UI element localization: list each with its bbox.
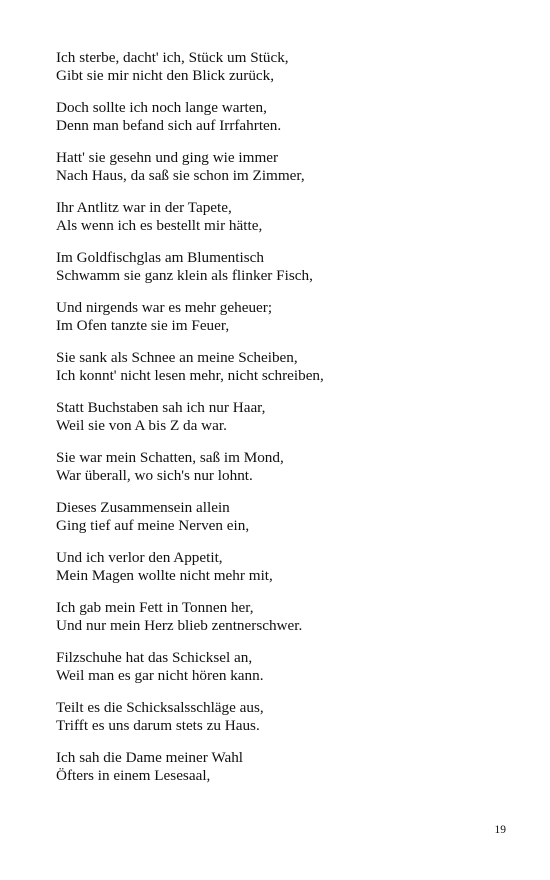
verse-line: Nach Haus, da saß sie schon im Zimmer, [56, 166, 305, 184]
verse-line: Ihr Antlitz war in der Tapete, [56, 199, 232, 216]
stanza [56, 99, 496, 134]
verse-line: Als wenn ich es bestellt mir hätte, [56, 216, 263, 234]
verse-line: Sie sank als Schnee an meine Scheiben, [56, 349, 298, 366]
verse-line: Ich konnt' nicht lesen mehr, nicht schreiben, [56, 366, 324, 384]
verse-line: Dieses Zusammensein allein [56, 499, 230, 516]
verse-line: Im Goldfischglas am Blumentisch [56, 249, 264, 266]
stanza [56, 549, 496, 584]
verse-line: Weil sie von A bis Z da war. [56, 416, 227, 434]
stanza [56, 199, 496, 234]
stanza [56, 699, 496, 734]
verse-line: Hatt' sie gesehn und ging wie immer [56, 149, 279, 166]
verse-line: War überall, wo sich's nur lohnt. [56, 466, 253, 484]
verse-line: Ich gab mein Fett in Tonnen her, [56, 599, 254, 616]
stanza [56, 599, 496, 634]
verse-line: Und nirgends war es mehr geheuer; [56, 299, 273, 316]
poem-body [56, 49, 496, 799]
verse-line: Sie war mein Schatten, saß im Mond, [56, 449, 284, 466]
verse-line: Trifft es uns darum stets zu Haus. [56, 716, 260, 734]
verse-line: Ich sterbe, dacht' ich, Stück um Stück, [56, 49, 289, 66]
verse-line: Ging tief auf meine Nerven ein, [56, 516, 250, 534]
verse-line: Doch sollte ich noch lange warten, [56, 99, 267, 116]
verse-line: Denn man befand sich auf Irrfahrten. [56, 116, 282, 134]
page-number: 19 [494, 824, 506, 836]
verse-line: Weil man es gar nicht hören kann. [56, 666, 264, 684]
verse-line: Öfters in einem Lesesaal, [56, 766, 211, 784]
stanza [56, 749, 496, 784]
stanza [56, 349, 496, 384]
stanza [56, 49, 496, 84]
verse-line: Und nur mein Herz blieb zentnerschwer. [56, 616, 303, 634]
stanza [56, 149, 496, 184]
verse-line: Im Ofen tanzte sie im Feuer, [56, 316, 230, 334]
verse-line: Schwamm sie ganz klein als flinker Fisch, [56, 266, 313, 284]
stanza [56, 649, 496, 684]
stanza [56, 399, 496, 434]
stanza [56, 249, 496, 284]
verse-line: Ich sah die Dame meiner Wahl [56, 749, 244, 766]
stanza [56, 499, 496, 534]
verse-line: Filzschuhe hat das Schicksel an, [56, 649, 253, 666]
verse-line: Gibt sie mir nicht den Blick zurück, [56, 66, 275, 84]
verse-line: Teilt es die Schicksalsschläge aus, [56, 699, 264, 716]
verse-line: Und ich verlor den Appetit, [56, 549, 223, 566]
verse-line: Statt Buchstaben sah ich nur Haar, [56, 399, 266, 416]
stanza [56, 449, 496, 484]
stanza [56, 299, 496, 334]
verse-line: Mein Magen wollte nicht mehr mit, [56, 566, 273, 584]
